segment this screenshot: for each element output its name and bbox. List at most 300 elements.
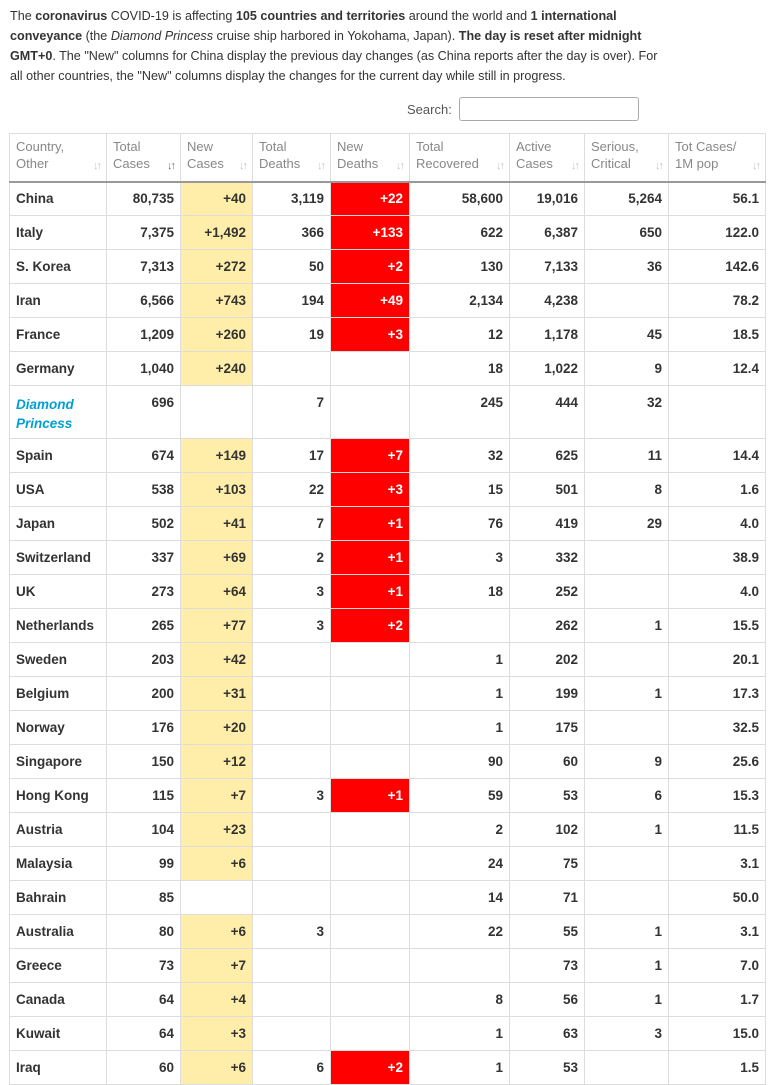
intro-italic-ship: Diamond Princess xyxy=(110,29,214,43)
column-header-label: Critical xyxy=(591,156,631,171)
cell-new-deaths: +22 xyxy=(331,182,410,216)
cell-total-cases: 104 xyxy=(107,813,181,847)
cell-new-deaths: +7 xyxy=(331,439,410,473)
cell-total-cases: 696 xyxy=(107,386,181,439)
cell-cases-per-1m: 3.1 xyxy=(669,847,766,881)
cell-country: Singapore xyxy=(10,745,107,779)
cell-total-cases: 80,735 xyxy=(107,182,181,216)
column-header-cases-per-1m[interactable] xyxy=(669,134,766,182)
table-row xyxy=(10,881,766,915)
cell-country: Iran xyxy=(10,284,107,318)
cell-cases-per-1m: 32.5 xyxy=(669,711,766,745)
cell-serious-critical xyxy=(585,575,669,609)
cell-serious-critical: 1 xyxy=(585,609,669,643)
cell-new-cases: +272 xyxy=(181,250,253,284)
table-row xyxy=(10,318,766,352)
cell-cases-per-1m: 11.5 xyxy=(669,813,766,847)
cell-serious-critical: 11 xyxy=(585,439,669,473)
cell-total-cases: 200 xyxy=(107,677,181,711)
cell-total-deaths xyxy=(253,643,331,677)
cell-new-deaths: +1 xyxy=(331,575,410,609)
cell-new-cases: +7 xyxy=(181,779,253,813)
cell-active-cases: 6,387 xyxy=(510,216,585,250)
cell-total-recovered: 8 xyxy=(410,983,510,1017)
table-row xyxy=(10,1017,766,1051)
table-row xyxy=(10,182,766,216)
cell-new-deaths xyxy=(331,847,410,881)
cell-total-deaths xyxy=(253,983,331,1017)
cell-country: Italy xyxy=(10,216,107,250)
cell-total-cases: 64 xyxy=(107,983,181,1017)
cell-country: Kuwait xyxy=(10,1017,107,1051)
cell-serious-critical xyxy=(585,711,669,745)
intro-bold-conveyance: 1 international conveyance xyxy=(10,9,617,43)
cell-total-recovered: 1 xyxy=(410,711,510,745)
cell-active-cases: 625 xyxy=(510,439,585,473)
cell-cases-per-1m: 1.6 xyxy=(669,473,766,507)
cell-serious-critical: 6 xyxy=(585,779,669,813)
cell-new-deaths xyxy=(331,915,410,949)
cell-total-recovered: 59 xyxy=(410,779,510,813)
cell-serious-critical: 1 xyxy=(585,949,669,983)
cell-serious-critical xyxy=(585,881,669,915)
cell-total-recovered: 1 xyxy=(410,1017,510,1051)
cell-total-cases: 337 xyxy=(107,541,181,575)
cell-country: Netherlands xyxy=(10,609,107,643)
table-body xyxy=(10,182,766,1085)
cell-active-cases: 60 xyxy=(510,745,585,779)
cell-new-deaths: +2 xyxy=(331,609,410,643)
table-row xyxy=(10,575,766,609)
cell-active-cases: 252 xyxy=(510,575,585,609)
cell-total-recovered: 130 xyxy=(410,250,510,284)
cell-country: France xyxy=(10,318,107,352)
cell-active-cases: 1,178 xyxy=(510,318,585,352)
cell-total-deaths: 50 xyxy=(253,250,331,284)
cell-serious-critical xyxy=(585,1051,669,1085)
cell-new-cases: +4 xyxy=(181,983,253,1017)
cell-new-cases: +149 xyxy=(181,439,253,473)
cell-country: Austria xyxy=(10,813,107,847)
cell-new-cases xyxy=(181,386,253,439)
cell-country: Norway xyxy=(10,711,107,745)
cell-cases-per-1m: 56.1 xyxy=(669,182,766,216)
table-row xyxy=(10,250,766,284)
cell-serious-critical xyxy=(585,847,669,881)
cell-total-deaths: 17 xyxy=(253,439,331,473)
cell-total-cases: 273 xyxy=(107,575,181,609)
cell-serious-critical: 1 xyxy=(585,677,669,711)
cell-serious-critical: 3 xyxy=(585,1017,669,1051)
cell-active-cases: 4,238 xyxy=(510,284,585,318)
cell-cases-per-1m: 3.1 xyxy=(669,915,766,949)
cell-serious-critical xyxy=(585,643,669,677)
column-header-label: New xyxy=(187,139,214,154)
cell-serious-critical: 9 xyxy=(585,745,669,779)
cell-total-deaths xyxy=(253,677,331,711)
cell-total-deaths xyxy=(253,881,331,915)
cell-total-recovered: 12 xyxy=(410,318,510,352)
column-header-label: Recovered xyxy=(416,156,479,171)
cell-new-deaths: +2 xyxy=(331,250,410,284)
cell-total-recovered: 32 xyxy=(410,439,510,473)
cell-active-cases: 7,133 xyxy=(510,250,585,284)
cell-total-cases: 1,040 xyxy=(107,352,181,386)
cell-total-cases: 85 xyxy=(107,881,181,915)
cell-total-cases: 60 xyxy=(107,1051,181,1085)
cell-country: Japan xyxy=(10,507,107,541)
cell-cases-per-1m: 14.4 xyxy=(669,439,766,473)
cell-total-cases: 73 xyxy=(107,949,181,983)
cell-total-cases: 64 xyxy=(107,1017,181,1051)
cell-total-deaths: 194 xyxy=(253,284,331,318)
cell-new-deaths: +1 xyxy=(331,507,410,541)
cell-active-cases: 202 xyxy=(510,643,585,677)
table-row xyxy=(10,1051,766,1085)
cell-country: Greece xyxy=(10,949,107,983)
cell-total-deaths: 3 xyxy=(253,915,331,949)
cell-total-cases: 6,566 xyxy=(107,284,181,318)
table-row xyxy=(10,386,766,439)
cell-new-deaths xyxy=(331,677,410,711)
cell-serious-critical: 45 xyxy=(585,318,669,352)
cell-cases-per-1m: 15.3 xyxy=(669,779,766,813)
cell-active-cases: 53 xyxy=(510,779,585,813)
cell-new-cases: +240 xyxy=(181,352,253,386)
cell-total-cases: 7,375 xyxy=(107,216,181,250)
cell-new-deaths xyxy=(331,386,410,439)
cell-total-recovered: 2 xyxy=(410,813,510,847)
cell-new-deaths: +1 xyxy=(331,541,410,575)
table-row xyxy=(10,439,766,473)
cell-total-deaths xyxy=(253,1017,331,1051)
cell-new-cases: +7 xyxy=(181,949,253,983)
column-header-label: Total xyxy=(113,139,141,154)
cell-total-recovered: 76 xyxy=(410,507,510,541)
cell-active-cases: 75 xyxy=(510,847,585,881)
cell-new-cases: +42 xyxy=(181,643,253,677)
cell-total-deaths: 3 xyxy=(253,779,331,813)
cell-total-recovered xyxy=(410,949,510,983)
column-header-label: New xyxy=(337,139,364,154)
cell-active-cases: 199 xyxy=(510,677,585,711)
cell-total-recovered: 58,600 xyxy=(410,182,510,216)
table-row xyxy=(10,813,766,847)
cell-new-deaths xyxy=(331,881,410,915)
cell-total-cases: 502 xyxy=(107,507,181,541)
cell-active-cases: 56 xyxy=(510,983,585,1017)
cases-table xyxy=(9,133,766,1085)
cell-active-cases: 1,022 xyxy=(510,352,585,386)
column-header-label: Cases xyxy=(113,156,150,171)
cell-active-cases: 53 xyxy=(510,1051,585,1085)
cell-total-deaths: 2 xyxy=(253,541,331,575)
cell-total-recovered: 15 xyxy=(410,473,510,507)
column-header-active-cases[interactable] xyxy=(510,134,585,182)
cell-cases-per-1m: 15.5 xyxy=(669,609,766,643)
sort-both-icon[interactable]: ↓↑ xyxy=(239,159,246,172)
sort-both-icon[interactable]: ↓↑ xyxy=(571,159,578,172)
column-header-label: Serious, xyxy=(591,139,639,154)
cell-new-deaths: +1 xyxy=(331,779,410,813)
column-header-label: Deaths xyxy=(259,156,301,171)
column-header-label: Total xyxy=(416,139,444,154)
cell-new-cases: +23 xyxy=(181,813,253,847)
cell-new-deaths: +133 xyxy=(331,216,410,250)
cell-total-deaths xyxy=(253,847,331,881)
cell-total-recovered: 90 xyxy=(410,745,510,779)
intro-bold-coronavirus: coronavirus xyxy=(35,9,108,23)
column-header-new-cases[interactable] xyxy=(181,134,253,182)
cell-total-cases: 99 xyxy=(107,847,181,881)
cell-cases-per-1m: 122.0 xyxy=(669,216,766,250)
cell-total-deaths: 7 xyxy=(253,386,331,439)
column-header-label: Total xyxy=(259,139,287,154)
cell-active-cases: 175 xyxy=(510,711,585,745)
cell-new-deaths xyxy=(331,711,410,745)
cell-total-recovered: 1 xyxy=(410,677,510,711)
cell-new-cases: +743 xyxy=(181,284,253,318)
cell-country: Bahrain xyxy=(10,881,107,915)
cell-total-recovered: 3 xyxy=(410,541,510,575)
cell-country: Iraq xyxy=(10,1051,107,1085)
cell-new-deaths: +2 xyxy=(331,1051,410,1085)
cell-cases-per-1m: 18.5 xyxy=(669,318,766,352)
table-row xyxy=(10,983,766,1017)
cell-total-deaths: 366 xyxy=(253,216,331,250)
cell-total-cases: 265 xyxy=(107,609,181,643)
cell-total-cases: 674 xyxy=(107,439,181,473)
column-header-total-deaths[interactable] xyxy=(253,134,331,182)
cell-total-deaths: 6 xyxy=(253,1051,331,1085)
column-header-serious-critical[interactable] xyxy=(585,134,669,182)
cell-active-cases: 262 xyxy=(510,609,585,643)
cell-total-recovered xyxy=(410,609,510,643)
column-header-total-recovered[interactable] xyxy=(410,134,510,182)
cell-new-deaths xyxy=(331,983,410,1017)
cell-total-deaths: 22 xyxy=(253,473,331,507)
cell-new-cases: +31 xyxy=(181,677,253,711)
cell-new-deaths: +3 xyxy=(331,473,410,507)
table-row xyxy=(10,541,766,575)
cell-total-cases: 7,313 xyxy=(107,250,181,284)
cell-total-deaths: 3 xyxy=(253,575,331,609)
cell-total-recovered: 18 xyxy=(410,352,510,386)
cell-active-cases: 419 xyxy=(510,507,585,541)
cell-country: Sweden xyxy=(10,643,107,677)
cell-new-deaths xyxy=(331,1017,410,1051)
cell-new-cases: +69 xyxy=(181,541,253,575)
cell-active-cases: 73 xyxy=(510,949,585,983)
cell-cases-per-1m: 78.2 xyxy=(669,284,766,318)
cell-country: Canada xyxy=(10,983,107,1017)
cell-total-recovered: 1 xyxy=(410,1051,510,1085)
cell-country: UK xyxy=(10,575,107,609)
cell-total-cases: 203 xyxy=(107,643,181,677)
cell-serious-critical: 8 xyxy=(585,473,669,507)
table-row xyxy=(10,643,766,677)
cell-cases-per-1m: 1.5 xyxy=(669,1051,766,1085)
sort-both-icon[interactable]: ↓↑ xyxy=(93,159,100,172)
cell-country: Hong Kong xyxy=(10,779,107,813)
cell-new-cases: +6 xyxy=(181,915,253,949)
cell-active-cases: 444 xyxy=(510,386,585,439)
cell-new-deaths xyxy=(331,352,410,386)
intro-paragraph: The coronavirus COVID-19 is affecting 105 countries and territories around the world and 1 international conveyance (the Diamond Princess cruise ship harbored in Yokohama, Japan). The day is reset after midnight GMT+0. The "New" columns for China display the previous day changes (as China reports after the day is over). For all other countries, the "New" columns display the changes for the current day while still in progress. xyxy=(10,9,658,83)
intro-bold-countries: 105 countries and territories xyxy=(235,9,406,23)
cell-active-cases: 332 xyxy=(510,541,585,575)
cell-cases-per-1m: 7.0 xyxy=(669,949,766,983)
cell-country: Diamond Princess xyxy=(10,386,107,439)
cell-active-cases: 501 xyxy=(510,473,585,507)
cell-country: Belgium xyxy=(10,677,107,711)
table-row xyxy=(10,609,766,643)
cell-total-deaths: 3 xyxy=(253,609,331,643)
intro-bold-reset: The day is reset after midnight GMT+0 xyxy=(10,29,642,63)
cell-country: Switzerland xyxy=(10,541,107,575)
cell-cases-per-1m: 25.6 xyxy=(669,745,766,779)
cell-cases-per-1m: 38.9 xyxy=(669,541,766,575)
cell-country: Australia xyxy=(10,915,107,949)
cell-serious-critical: 32 xyxy=(585,386,669,439)
cell-country: Spain xyxy=(10,439,107,473)
cell-cases-per-1m: 1.7 xyxy=(669,983,766,1017)
cell-total-deaths xyxy=(253,711,331,745)
cell-active-cases: 63 xyxy=(510,1017,585,1051)
cell-active-cases: 55 xyxy=(510,915,585,949)
cell-new-cases: +12 xyxy=(181,745,253,779)
cell-total-deaths: 7 xyxy=(253,507,331,541)
cell-total-deaths: 19 xyxy=(253,318,331,352)
cell-total-deaths xyxy=(253,813,331,847)
cell-total-recovered: 245 xyxy=(410,386,510,439)
cell-country: China xyxy=(10,182,107,216)
cell-cases-per-1m: 4.0 xyxy=(669,507,766,541)
cell-total-deaths xyxy=(253,949,331,983)
cell-serious-critical: 1 xyxy=(585,813,669,847)
cell-serious-critical: 9 xyxy=(585,352,669,386)
cell-total-recovered: 1 xyxy=(410,643,510,677)
table-row xyxy=(10,352,766,386)
cell-serious-critical: 1 xyxy=(585,983,669,1017)
cell-cases-per-1m: 15.0 xyxy=(669,1017,766,1051)
cell-total-cases: 1,209 xyxy=(107,318,181,352)
cell-new-deaths xyxy=(331,745,410,779)
sort-both-icon[interactable]: ↓↑ xyxy=(655,159,662,172)
cell-serious-critical xyxy=(585,541,669,575)
cell-new-cases: +40 xyxy=(181,182,253,216)
column-header-label: Country, xyxy=(16,139,65,154)
cell-total-cases: 115 xyxy=(107,779,181,813)
cell-new-cases xyxy=(181,881,253,915)
cell-new-cases: +103 xyxy=(181,473,253,507)
cell-new-deaths: +49 xyxy=(331,284,410,318)
table-row xyxy=(10,677,766,711)
cell-new-deaths xyxy=(331,949,410,983)
cell-total-deaths: 3,119 xyxy=(253,182,331,216)
cell-total-recovered: 14 xyxy=(410,881,510,915)
cell-total-deaths xyxy=(253,745,331,779)
cell-country: Malaysia xyxy=(10,847,107,881)
cell-cases-per-1m: 142.6 xyxy=(669,250,766,284)
sort-both-icon[interactable]: ↓↑ xyxy=(496,159,503,172)
cell-total-cases: 176 xyxy=(107,711,181,745)
column-header-label: 1M pop xyxy=(675,156,719,171)
column-header-label: Other xyxy=(16,156,49,171)
sort-both-icon[interactable]: ↓↑ xyxy=(317,159,324,172)
sort-both-icon[interactable]: ↓↑ xyxy=(752,159,759,172)
cell-total-cases: 80 xyxy=(107,915,181,949)
cell-serious-critical: 1 xyxy=(585,915,669,949)
cell-new-cases: +6 xyxy=(181,1051,253,1085)
sort-desc-icon[interactable]: ↓↑ xyxy=(167,159,174,172)
sort-both-icon[interactable]: ↓↑ xyxy=(396,159,403,172)
cell-new-cases: +20 xyxy=(181,711,253,745)
cell-new-cases: +260 xyxy=(181,318,253,352)
table-row xyxy=(10,745,766,779)
column-header-new-deaths[interactable] xyxy=(331,134,410,182)
cell-serious-critical xyxy=(585,284,669,318)
cell-serious-critical: 29 xyxy=(585,507,669,541)
table-row xyxy=(10,847,766,881)
cell-cases-per-1m: 4.0 xyxy=(669,575,766,609)
table-row xyxy=(10,284,766,318)
table-row xyxy=(10,915,766,949)
cell-cases-per-1m: 50.0 xyxy=(669,881,766,915)
table-row xyxy=(10,473,766,507)
cell-total-recovered: 24 xyxy=(410,847,510,881)
search-input[interactable] xyxy=(459,97,639,121)
cell-total-recovered: 2,134 xyxy=(410,284,510,318)
table-row xyxy=(10,216,766,250)
cell-active-cases: 102 xyxy=(510,813,585,847)
cell-new-deaths: +3 xyxy=(331,318,410,352)
cell-new-cases: +77 xyxy=(181,609,253,643)
column-header-country[interactable] xyxy=(10,134,107,182)
column-header-label: Tot Cases/ xyxy=(675,139,737,154)
search-bar xyxy=(407,95,639,123)
cell-cases-per-1m: 12.4 xyxy=(669,352,766,386)
cell-cases-per-1m: 20.1 xyxy=(669,643,766,677)
column-header-label: Cases xyxy=(187,156,224,171)
cell-total-deaths xyxy=(253,352,331,386)
cell-new-cases: +3 xyxy=(181,1017,253,1051)
cell-active-cases: 19,016 xyxy=(510,182,585,216)
cell-total-cases: 538 xyxy=(107,473,181,507)
column-header-label: Deaths xyxy=(337,156,379,171)
cell-total-recovered: 622 xyxy=(410,216,510,250)
column-header-total-cases[interactable] xyxy=(107,134,181,182)
cell-country: USA xyxy=(10,473,107,507)
cell-serious-critical: 5,264 xyxy=(585,182,669,216)
column-header-label: Cases xyxy=(516,156,553,171)
cell-serious-critical: 36 xyxy=(585,250,669,284)
table-row xyxy=(10,949,766,983)
cell-new-deaths xyxy=(331,813,410,847)
cell-total-recovered: 22 xyxy=(410,915,510,949)
cell-active-cases: 71 xyxy=(510,881,585,915)
table-row xyxy=(10,507,766,541)
cell-new-deaths xyxy=(331,643,410,677)
cell-new-cases: +41 xyxy=(181,507,253,541)
cell-country: Germany xyxy=(10,352,107,386)
cell-serious-critical: 650 xyxy=(585,216,669,250)
column-header-label: Active xyxy=(516,139,552,154)
cell-cases-per-1m: 17.3 xyxy=(669,677,766,711)
cell-cases-per-1m xyxy=(669,386,766,439)
table-row xyxy=(10,779,766,813)
search-label: Search: xyxy=(407,101,452,117)
